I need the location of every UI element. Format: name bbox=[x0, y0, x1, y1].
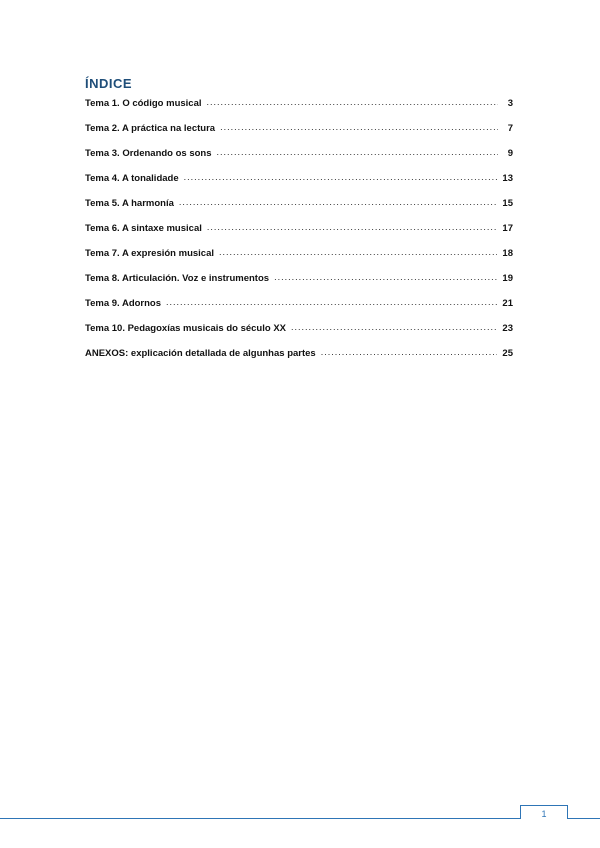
toc-entry-page: 19 bbox=[502, 273, 513, 284]
toc-entry-page: 17 bbox=[502, 223, 513, 234]
toc-entry[interactable] bbox=[85, 196, 513, 221]
toc-leader-dots bbox=[184, 171, 498, 181]
toc-entry-label: Tema 2. A práctica na lectura bbox=[85, 123, 216, 134]
toc-entry[interactable] bbox=[85, 96, 513, 121]
toc-entry[interactable] bbox=[85, 346, 513, 371]
toc-leader-dots bbox=[321, 346, 498, 356]
toc-entry-label: Tema 9. Adornos bbox=[85, 298, 162, 309]
toc-entry-label: Tema 8. Articulación. Voz e instrumentos bbox=[85, 273, 270, 284]
toc-title: ÍNDICE bbox=[85, 76, 133, 91]
toc-entry-page: 13 bbox=[502, 173, 513, 184]
toc-entry-page: 3 bbox=[507, 98, 513, 109]
toc-entry-page: 21 bbox=[502, 298, 513, 309]
toc-entry-page: 7 bbox=[507, 123, 513, 134]
toc-leader-dots bbox=[207, 221, 498, 231]
toc-entry-label: Tema 5. A harmonía bbox=[85, 198, 174, 209]
toc-entry[interactable] bbox=[85, 296, 513, 321]
toc-entry[interactable] bbox=[85, 121, 513, 146]
toc-entry-label: Tema 3. Ordenando os sons bbox=[85, 148, 212, 159]
toc-entry-page: 15 bbox=[502, 198, 513, 209]
toc-entry-label: Tema 1. O código musical bbox=[85, 98, 202, 109]
page-number: 1 bbox=[541, 809, 547, 819]
toc-leader-dots bbox=[219, 246, 497, 256]
toc-leader-dots bbox=[179, 196, 498, 206]
table-of-contents bbox=[85, 96, 513, 371]
toc-entry[interactable] bbox=[85, 171, 513, 196]
toc-entry-label: Tema 7. A expresión musical bbox=[85, 248, 215, 259]
toc-entry-page: 9 bbox=[507, 148, 513, 159]
toc-entry-label: ANEXOS: explicación detallada de algunhas partes bbox=[85, 348, 316, 359]
toc-leader-dots bbox=[291, 321, 497, 331]
toc-leader-dots bbox=[166, 296, 497, 306]
toc-entry[interactable] bbox=[85, 146, 513, 171]
toc-leader-dots bbox=[220, 121, 498, 131]
toc-entry[interactable] bbox=[85, 221, 513, 246]
footer-rule-right bbox=[568, 818, 600, 819]
toc-entry[interactable] bbox=[85, 271, 513, 296]
toc-leader-dots bbox=[274, 271, 497, 281]
toc-entry[interactable] bbox=[85, 321, 513, 346]
toc-entry-page: 25 bbox=[502, 348, 513, 359]
toc-entry-page: 23 bbox=[502, 323, 513, 334]
toc-entry-label: Tema 10. Pedagoxías musicais do século XX bbox=[85, 323, 286, 334]
toc-entry-label: Tema 4. A tonalidade bbox=[85, 173, 179, 184]
toc-entry-page: 18 bbox=[502, 248, 513, 259]
toc-entry[interactable] bbox=[85, 246, 513, 271]
footer-rule-left bbox=[0, 818, 520, 819]
toc-entry-label: Tema 6. A sintaxe musical bbox=[85, 223, 202, 234]
toc-leader-dots bbox=[207, 96, 499, 106]
toc-leader-dots bbox=[217, 146, 498, 156]
